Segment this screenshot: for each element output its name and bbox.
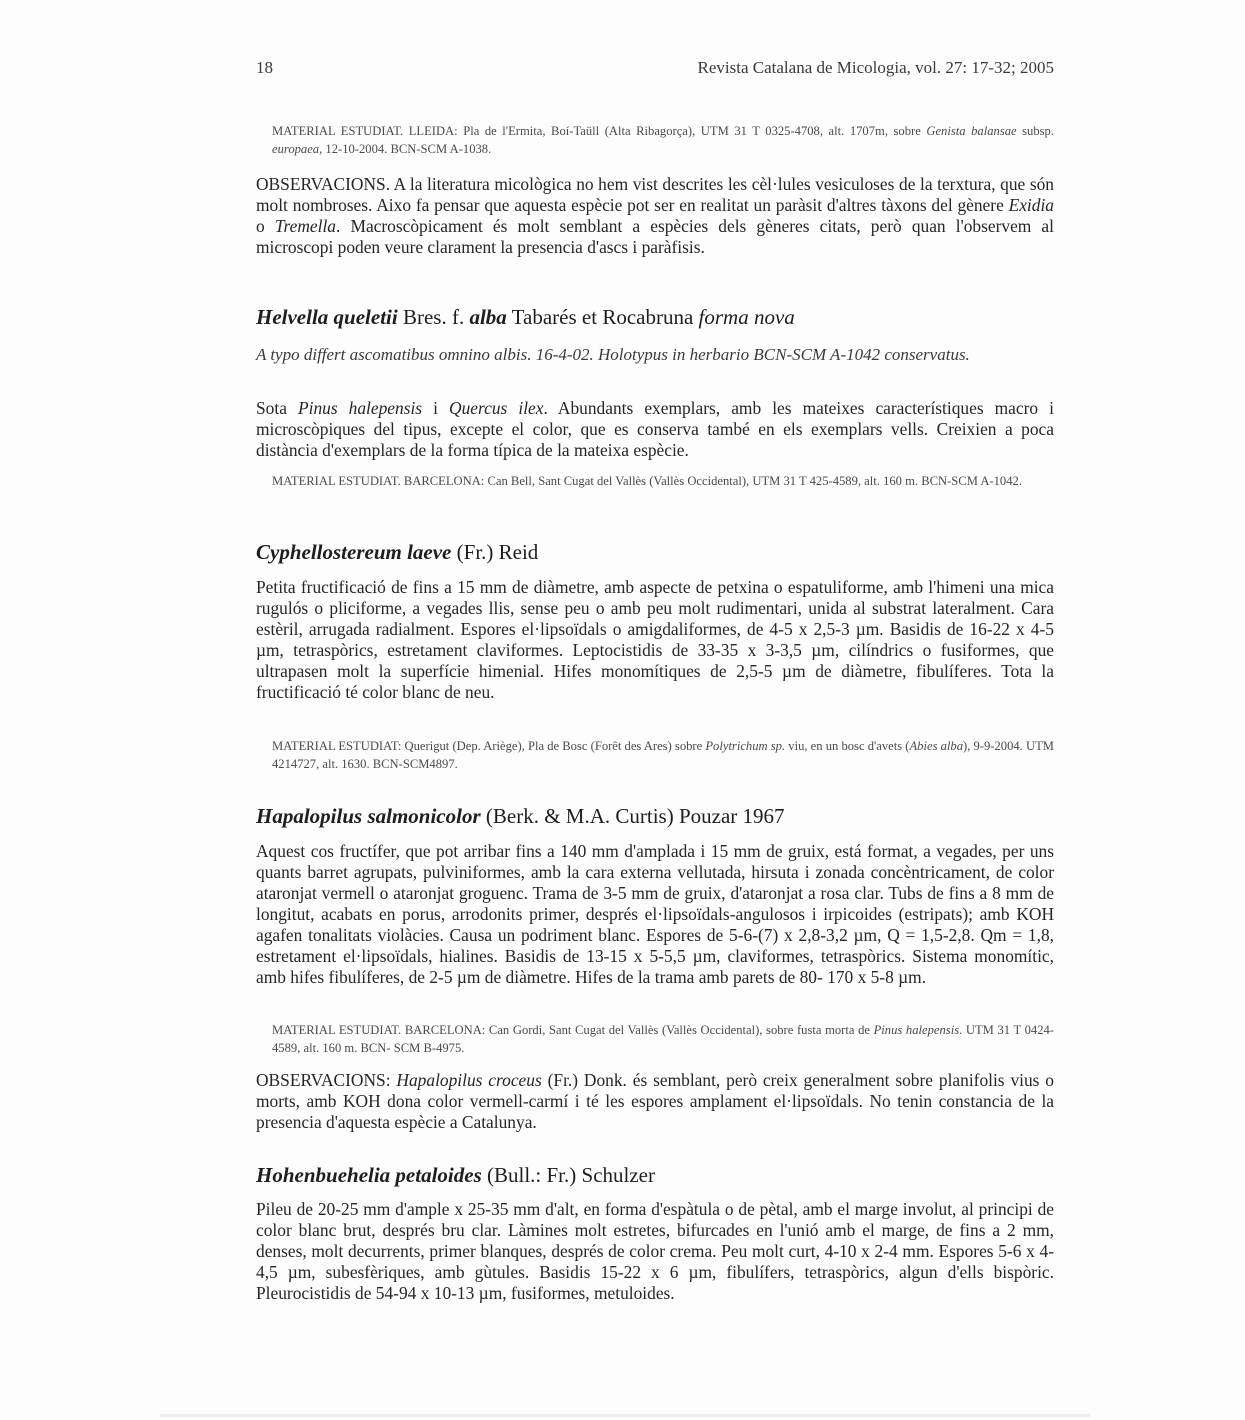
species-title-helvella: Helvella queletii Bres. f. alba Tabarés et Rocabruna forma nova [256,305,795,329]
running-title: Revista Catalana de Micologia, vol. 27: 17-32; 2005 [697,58,1054,77]
latin-diagnosis: A typo differt ascomatibus omnino albis. 16-4-02. Holotypus in herbario BCN-SCM A-1042 conservatus. [256,345,970,364]
scan-edge-line [160,1414,1090,1417]
hohenbuehelia-description: Pileu de 20-25 mm d'ample x 25-35 mm d'alt, en forma d'espàtula o de pètal, amb el marge involut, al principi de color blanc brut, després bru clar. Làmines molt estretes, bifurcades en l'unió amb el marge, de fins a 2 mm, denses, molt decurrents, primer blanques, després de color crema. Peu molt curt, 4-10 x 2-4 mm. Espores 5-6 x 4-4,5 µm, subesfèriques, amb gùtules. Basidis 15-22 x 6 µm, fibulífers, tetraspòrics, algun d'ells bispòric. Pleurocistidis de 54-94 x 10-13 µm, fusiformes, metuloides. [256,1199,1054,1303]
page-header [256,58,1054,84]
species-title-cyphellostereum: Cyphellostereum laeve (Fr.) Reid [256,540,539,564]
observations-hapalopilus: OBSERVACIONS: Hapalopilus croceus (Fr.) Donk. és semblant, però creix generalment sobre planifolis vius o morts, amb KOH dona color vermell-carmí i té les espores amplament el·lipsoïdals. No tenin constancia de la presencia d'aquesta espècie a Catalunya. [256,1070,1054,1132]
species-title-hapalopilus: Hapalopilus salmonicolor (Berk. & M.A. Curtis) Pouzar 1967 [256,804,785,828]
material-studied-cyphellostereum: MATERIAL ESTUDIAT: Querigut (Dep. Ariège), Pla de Bosc (Forêt des Ares) sobre Polytrichum sp. viu, en un bosc d'avets (Abies alba), 9-9-2004. UTM 4214727, alt. 1630. BCN-SCM4897. [272,739,1054,771]
hapalopilus-description: Aquest cos fructífer, que pot arribar fins a 140 mm d'amplada i 15 mm de gruix, está format, a vegades, per uns quants barret agrupats, pulviniformes, amb la cara externa vellutada, hirsuta i zonada concèntricament, de color ataronjat vermell o ataronjat groguenc. Trama de 3-5 mm de gruix, d'ataronjat a rosa clar. Tubs de fins a 8 mm de longitut, acabats en porus, arrodonits primer, després el·lipsoïdals-angulosos i irpicoides (estripats); amb KOH agafen tonalitats violàcies. Causa un podriment blanc. Espores de 5-6-(7) x 2,8-3,2 µm, Q = 1,5-2,8. Qm = 1,8, estretament el·lipsoïdals, hialines. Basidis de 13-15 x 5-5,5 µm, claviformes, tetraspòrics. Sistema monomític, amb hifes fibulíferes, de 2-5 µm de diàmetre. Hifes de la trama amb parets de 80- 170 x 5-8 µm. [256,841,1054,987]
cyphellostereum-description: Petita fructificació de fins a 15 mm de diàmetre, amb aspecte de petxina o espatuliforme, amb l'himeni una mica rugulós o pliciforme, a vegades llis, sense peu o amb peu molt rudimentari, unida al substrat lateralment. Cara estèril, arrugada radialment. Espores el·lipsoïdals o amigdaliformes, de 4-5 x 2,5-3 µm. Basidis de 16-22 x 4-5 µm, tetraspòrics, estretament claviformes. Leptocistidis de 33-35 x 3-3,5 µm, cilíndrics o fusiformes, que ultrapasen molt la superfície himenial. Hifes monomítiques de 2,5-5 µm de diàmetre, fibulíferes. Tota la fructificació té color blanc de neu. [256,577,1054,702]
material-studied-1: MATERIAL ESTUDIAT. LLEIDA: Pla de l'Ermita, Boí-Taüll (Alta Ribagorça), UTM 31 T 0325-4708, alt. 1707m, sobre Genista balansae subsp. europaea, 12-10-2004. BCN-SCM A-1038. [272,124,1054,156]
observations-1: OBSERVACIONS. A la literatura micològica no hem vist descrites les cèl·lules vesiculoses de la terxtura, que són molt nombroses. Aixo fa pensar que aquesta espècie pot ser en realitat un paràsit d'altres tàxons del gènere Exidia o Tremella. Macroscòpicament és molt semblant a espècies dels gèneres citats, però quan l'observem al microscopi poden veure clarament la presencia d'ascs i paràfisis. [256,174,1054,257]
species-title-hohenbuehelia: Hohenbuehelia petaloides (Bull.: Fr.) Schulzer [256,1163,655,1187]
material-studied-helvella: MATERIAL ESTUDIAT. BARCELONA: Can Bell, Sant Cugat del Vallès (Vallès Occidental), UTM 31 T 425-4589, alt. 160 m. BCN-SCM A-1042. [272,474,1022,488]
helvella-description: Sota Pinus halepensis i Quercus ilex. Abundants exemplars, amb les mateixes característiques macro i microscòpiques del tipus, excepte el color, que es conserva també en els exemplars vells. Creixien a poca distància d'exemplars de la forma típica de la mateixa espècie. [256,398,1054,460]
page-number: 18 [256,58,273,77]
material-studied-hapalopilus: MATERIAL ESTUDIAT. BARCELONA: Can Gordi, Sant Cugat del Vallès (Vallès Occidental), sobre fusta morta de Pinus halepensis. UTM 31 T 0424-4589, alt. 160 m. BCN- SCM B-4975. [272,1023,1054,1055]
